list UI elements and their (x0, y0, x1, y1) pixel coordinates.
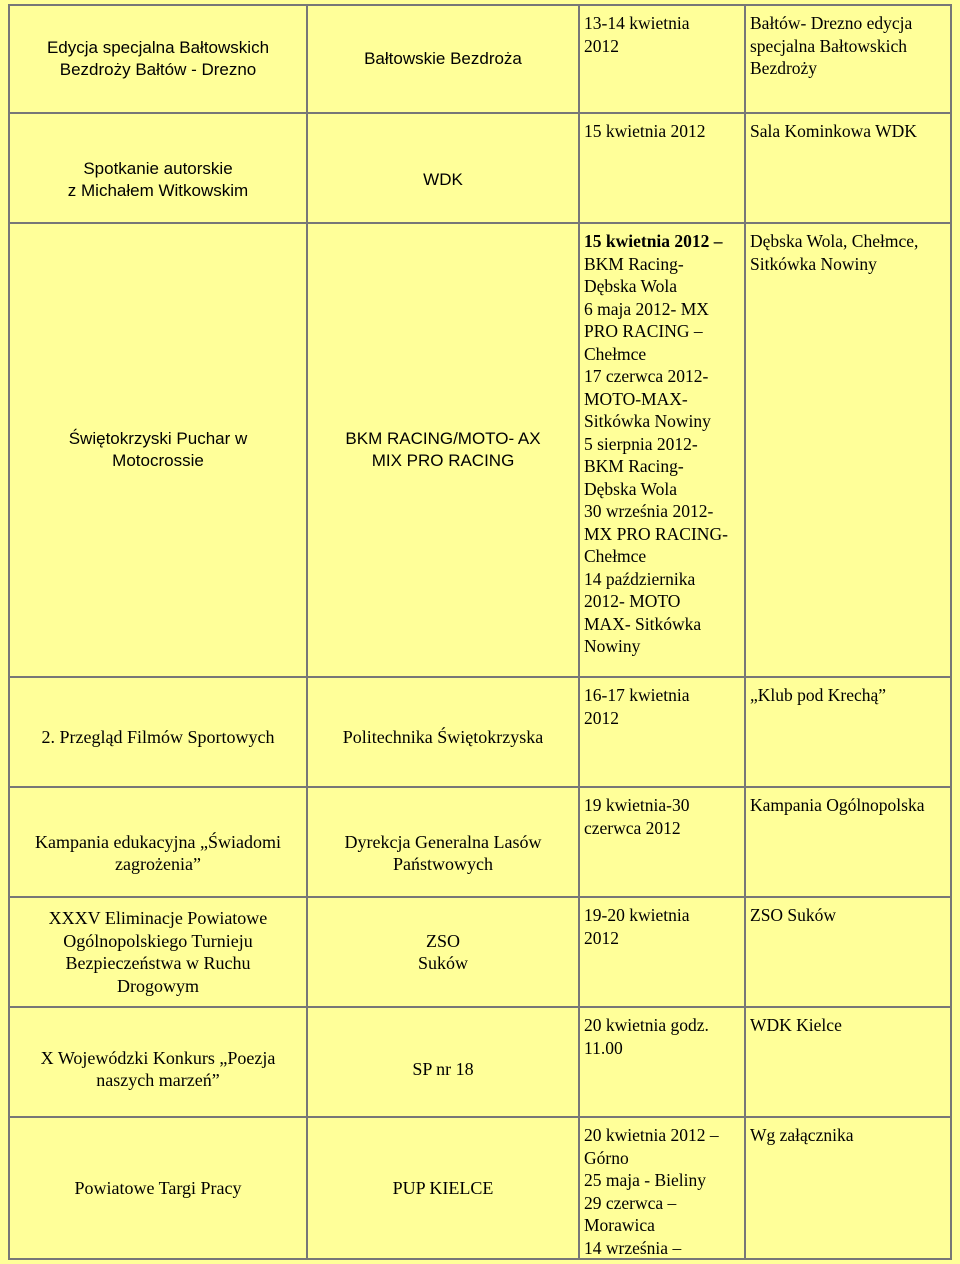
event-text: Motocrossie (112, 451, 204, 470)
event-cell (10, 1118, 306, 1258)
event-cell (10, 1008, 306, 1116)
date-text: MOTO-MAX- (584, 388, 688, 409)
organizer-text: Bałtowskie Bezdroża (364, 48, 522, 68)
organizer-text: SP nr 18 (412, 1058, 474, 1079)
date-text: 20 kwietnia 2012 – (584, 1125, 719, 1145)
event-text: XXXV Eliminacje Powiatowe (48, 908, 268, 928)
event-text: Powiatowe Targi Pracy (74, 1177, 242, 1198)
date-text: Chełmce (584, 343, 647, 364)
event-text: X Wojewódzki Konkurs „Poezja (40, 1047, 276, 1068)
organizer-text: WDK (423, 169, 463, 189)
event-cell (10, 788, 306, 896)
organizer-text: ZSO (425, 930, 460, 951)
organizer-cell (308, 224, 578, 676)
date-text: 13-14 kwietnia (584, 13, 690, 33)
date-text: 25 maja - Bieliny (584, 1170, 706, 1190)
event-text: Spotkanie autorskie (83, 158, 233, 178)
date-cell (580, 114, 744, 222)
date-text: 14 października (584, 568, 696, 589)
event-text: 2. Przegląd Filmów Sportowych (41, 726, 275, 747)
place-cell (746, 678, 950, 786)
date-cell (580, 898, 744, 1006)
date-text: BKM Racing- (584, 253, 684, 274)
organizer-text: Państwowych (393, 854, 493, 874)
date-text: 17 czerwca 2012- (584, 366, 709, 386)
organizer-text: BKM RACING/MOTO- AX (345, 428, 541, 448)
date-text: Nowiny (584, 636, 641, 656)
place-cell (746, 788, 950, 896)
event-text: Kampania edukacyjna „Świadomi (35, 831, 281, 852)
place-cell (746, 6, 950, 112)
date-text: 29 czerwca – (584, 1192, 677, 1213)
place-text: Bezdroży (750, 58, 818, 78)
date-text: Sitkówka Nowiny (584, 411, 711, 431)
organizer-cell (308, 898, 578, 1006)
date-text: 20 kwietnia godz. (584, 1015, 709, 1035)
event-cell (10, 6, 306, 112)
date-text: 2012- MOTO (584, 591, 681, 611)
date-text: 15 kwietnia 2012 – (584, 231, 723, 251)
place-text: WDK Kielce (750, 1015, 842, 1035)
date-text: 6 maja 2012- MX (584, 298, 709, 319)
organizer-text: PUP KIELCE (392, 1177, 494, 1198)
organizer-cell (308, 6, 578, 112)
event-cell (10, 224, 306, 676)
place-cell (746, 114, 950, 222)
event-text: Ogólnopolskiego Turnieju (63, 930, 253, 951)
date-text: 2012 (584, 707, 619, 728)
organizer-cell (308, 788, 578, 896)
organizer-cell (308, 114, 578, 222)
date-cell (580, 788, 744, 896)
date-text: Dębska Wola (584, 478, 678, 499)
date-cell (580, 6, 744, 112)
place-text: ZSO Suków (750, 905, 837, 925)
date-text: 14 września – (584, 1237, 682, 1258)
date-text: czerwca 2012 (584, 817, 681, 838)
event-cell (10, 114, 306, 222)
table-border (8, 1258, 952, 1260)
date-text: 2012 (584, 927, 619, 948)
date-cell (580, 678, 744, 786)
date-text: 15 kwietnia 2012 (584, 121, 706, 141)
date-text: Morawica (584, 1215, 655, 1235)
date-text: 30 września 2012- (584, 501, 714, 521)
place-text: specjalna Bałtowskich (750, 35, 907, 56)
event-cell (10, 898, 306, 1006)
date-text: 19-20 kwietnia (584, 905, 690, 925)
place-text: Kampania Ogólnopolska (750, 795, 925, 815)
date-text: Chełmce (584, 546, 647, 566)
organizer-text: MIX PRO RACING (371, 451, 515, 470)
place-text: „Klub pod Krechą” (750, 685, 887, 705)
event-text: Bezpieczeństwa w Ruchu (65, 953, 251, 973)
date-text: BKM Racing- (584, 456, 684, 476)
event-text: Edycja specjalna Bałtowskich (46, 37, 270, 57)
organizer-text: Suków (417, 953, 468, 973)
date-text: MAX- Sitkówka (584, 613, 702, 634)
place-text: Sala Kominkowa WDK (750, 121, 917, 141)
event-cell (10, 678, 306, 786)
event-text: Świętokrzyski Puchar w (68, 428, 248, 448)
date-text: 11.00 (584, 1037, 623, 1058)
event-text: Bezdroży Bałtów - Drezno (59, 60, 257, 79)
organizer-cell (308, 1118, 578, 1258)
place-cell (746, 224, 950, 676)
place-cell (746, 1008, 950, 1116)
event-text: zagrożenia” (115, 854, 201, 874)
place-text: Sitkówka Nowiny (750, 253, 877, 274)
date-text: 16-17 kwietnia (584, 685, 690, 705)
event-text: z Michałem Witkowskim (67, 181, 249, 200)
date-cell (580, 1008, 744, 1116)
organizer-text: Politechnika Świętokrzyska (342, 726, 544, 747)
organizer-cell (308, 678, 578, 786)
date-cell (580, 1118, 744, 1258)
place-text: Bałtów- Drezno edycja (750, 13, 913, 33)
event-text: naszych marzeń” (96, 1070, 220, 1090)
table-border (950, 4, 952, 1260)
date-cell (580, 224, 746, 676)
date-text: 19 kwietnia-30 (584, 795, 690, 815)
date-text: Dębska Wola (584, 276, 678, 296)
place-cell (746, 898, 950, 1006)
place-cell (746, 1118, 950, 1258)
organizer-cell (308, 1008, 578, 1116)
date-text: 2012 (584, 35, 619, 56)
date-text: MX PRO RACING- (584, 523, 728, 544)
organizer-text: Dyrekcja Generalna Lasów (344, 831, 542, 852)
date-text: PRO RACING – (584, 321, 703, 341)
place-text: Dębska Wola, Chełmce, (750, 231, 919, 251)
event-text: Drogowym (116, 975, 199, 996)
date-text: 5 sierpnia 2012- (584, 433, 698, 454)
place-text: Wg załącznika (750, 1125, 854, 1145)
date-text: Górno (584, 1147, 629, 1168)
